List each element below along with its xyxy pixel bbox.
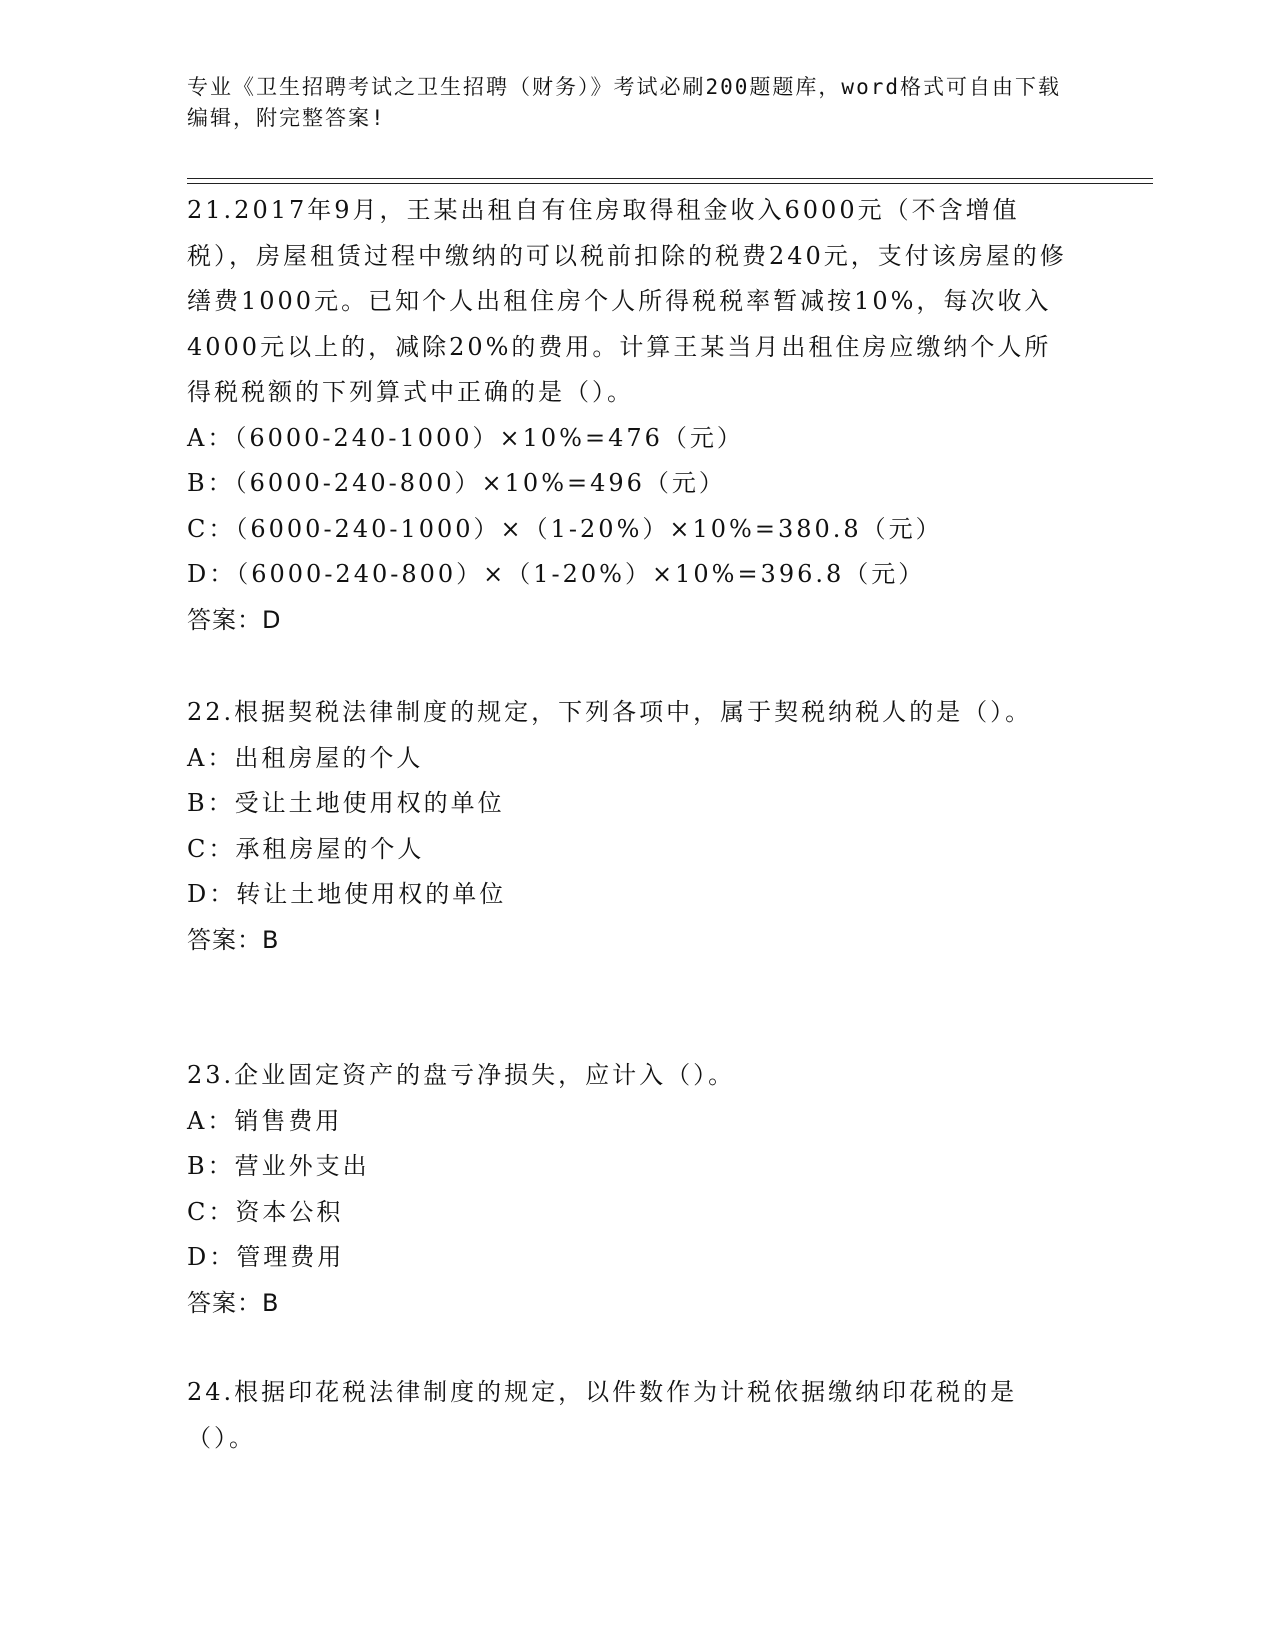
option-c: C：（6000-240-1000）×（1-20%）×10%=380.8（元）: [187, 514, 943, 543]
question-22: [187, 690, 1067, 963]
option-d: D：管理费用: [187, 1243, 345, 1271]
option-a: A：（6000-240-1000）×10%=476（元）: [187, 423, 744, 452]
document-header: 专业《卫生招聘考试之卫生招聘（财务）》考试必刷200题题库，word格式可自由下载编辑，附完整答案!: [187, 75, 1061, 130]
header-divider-bottom: [187, 183, 1153, 184]
question-stem: 22.根据契税法律制度的规定，下列各项中，属于契税纳税人的是（）。: [187, 698, 1033, 726]
question-23: [187, 1053, 1067, 1326]
question-21: [187, 188, 1067, 643]
option-c: C：资本公积: [187, 1197, 344, 1226]
option-a: A：出租房屋的个人: [187, 743, 424, 772]
option-d: D：转让土地使用权的单位: [187, 880, 507, 908]
option-b: B：（6000-240-800）×10%=496（元）: [187, 469, 726, 497]
answer-line: 答案：B: [187, 925, 280, 954]
option-d: D：（6000-240-800）×（1-20%）×10%=396.8（元）: [187, 560, 926, 588]
option-a: A：销售费用: [187, 1106, 343, 1135]
header-divider-top: [187, 178, 1153, 179]
question-stem: 23.企业固定资产的盘亏净损失，应计入（）。: [187, 1061, 736, 1089]
question-stem: 24.根据印花税法律制度的规定，以件数作为计税依据缴纳印花税的是（）。: [187, 1378, 1018, 1452]
answer-line: 答案：B: [187, 1288, 280, 1317]
question-24: [187, 1370, 1067, 1461]
option-b: B：营业外支出: [187, 1152, 370, 1180]
option-b: B：受让土地使用权的单位: [187, 789, 505, 817]
option-c: C：承租房屋的个人: [187, 834, 425, 863]
question-stem: 21.2017年9月，王某出租自有住房取得租金收入6000元（不含增值税），房屋租赁过程中缴纳的可以税前扣除的税费240元，支付该房屋的修缮费1000元。已知个人出租住房个人所得税税率暂减按10%，每次收入4000元以上的，减除20%的费用。计算王某当月出租住房应缴纳个人所得税税额的下列算式中正确的是（）。: [187, 196, 1067, 406]
answer-line: 答案：D: [187, 605, 282, 634]
